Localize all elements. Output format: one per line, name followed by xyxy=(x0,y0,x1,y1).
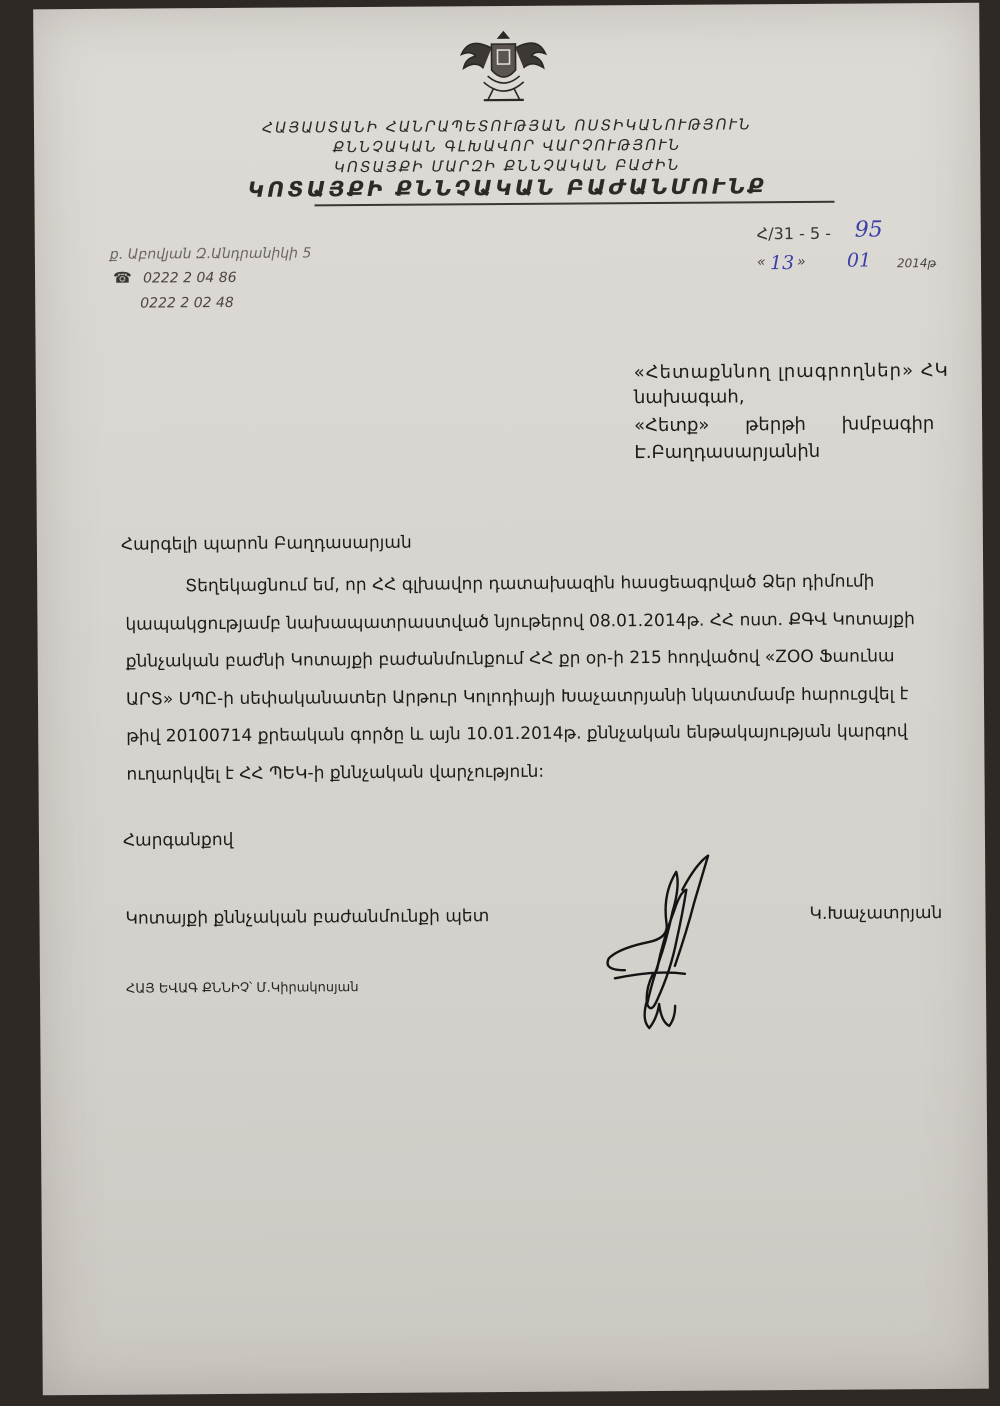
sender-address: ք. Աբովյան Զ.Անդրանիկի 5 xyxy=(109,245,312,263)
letterhead-underline xyxy=(315,201,835,207)
coat-of-arms-emblem xyxy=(453,26,554,107)
signer-title: Կոտայքի քննչական բաժանմունքի պետ xyxy=(125,906,490,929)
sender-phone-1: 0222 2 04 86 xyxy=(142,269,237,287)
date-close-quote: » xyxy=(796,253,806,270)
signer-name: Կ.Խաչատրյան xyxy=(809,902,943,924)
handwritten-signature xyxy=(594,849,735,1060)
body-line: Տեղեկացնում եմ, որ ՀՀ գլխավոր դատախազին հասցեագրված Ձեր դիմումի xyxy=(185,571,875,597)
letterhead-division: ԿՈՏԱՅՔԻ ՄԱՐԶԻ ՔՆՆՉԱԿԱՆ ԲԱԺԻՆ xyxy=(333,155,681,177)
recipient-editor: «Հետք» թերթի խմբագիր xyxy=(634,413,935,437)
phone-icon: ☎ xyxy=(112,268,132,287)
reference-prefix: Հ/31 - 5 - xyxy=(756,223,832,244)
sender-phone-2: 0222 2 02 48 xyxy=(140,294,234,312)
letterhead-ministry: ՀԱՅԱՍՏԱՆԻ ՀԱՆՐԱՊԵՏՈՒԹՅԱՆ ՈՍՏԻԿԱՆՈՒԹՅՈՒՆ xyxy=(262,115,752,137)
salutation: Հարգելի պարոն Բաղդասարյան xyxy=(120,532,412,555)
recipient-name: Է.Բաղդասարյանին xyxy=(634,440,821,464)
reference-year: 2014թ xyxy=(896,256,937,271)
body-line: ուղարկվել է ՀՀ ՊԵԿ-ի քննչական վարչություն: xyxy=(126,761,545,785)
executor-note: ՀԱՅ ԵՎԱԳ ՔՆՆԻՉ՝ Մ.Կիրակոսյան xyxy=(125,980,359,997)
reference-month: 01 xyxy=(846,249,872,272)
closing: Հարգանքով xyxy=(122,829,234,851)
body-line: քննչական բաժնի Կոտայքի բաժանմունքում ՀՀ քր օր-ի 215 հոդվածով «ZOO Ֆաունա xyxy=(125,646,895,672)
recipient-role: նախագահ, xyxy=(633,386,745,409)
recipient-organization: «Հետաքննող լրագրողներ» ՀԿ xyxy=(633,359,949,384)
document-page xyxy=(33,3,989,1396)
letterhead-department: ՔՆՆՉԱԿԱՆ ԳԼԽԱՎՈՐ ՎԱՐՉՈՒԹՅՈՒՆ xyxy=(332,135,682,157)
body-line: թիվ 20100714 քրեական գործը և այն 10.01.2014թ. քննչական ենթակայության կարգով xyxy=(126,721,908,747)
body-line: ԱՐՏ» ՍՊԸ-ի սեփականատեր Արթուր Կոլոդիայի Խաչատրյանի նկատմամբ հարուցվել է xyxy=(125,683,909,710)
reference-number: 95 xyxy=(854,217,883,243)
body-line: կապակցությամբ նախապատրաստված նյութերով 08.01.2014թ. ՀՀ ոստ. ՔԳՎ Կոտայքի xyxy=(125,608,915,635)
date-open-quote: « xyxy=(756,254,766,271)
reference-day: 13 xyxy=(769,252,795,275)
letterhead-unit: ԿՈՏԱՅՔԻ ՔՆՆՉԱԿԱՆ ԲԱԺԱՆՄՈՒՆՔ xyxy=(247,174,768,202)
letter-body xyxy=(125,563,959,794)
